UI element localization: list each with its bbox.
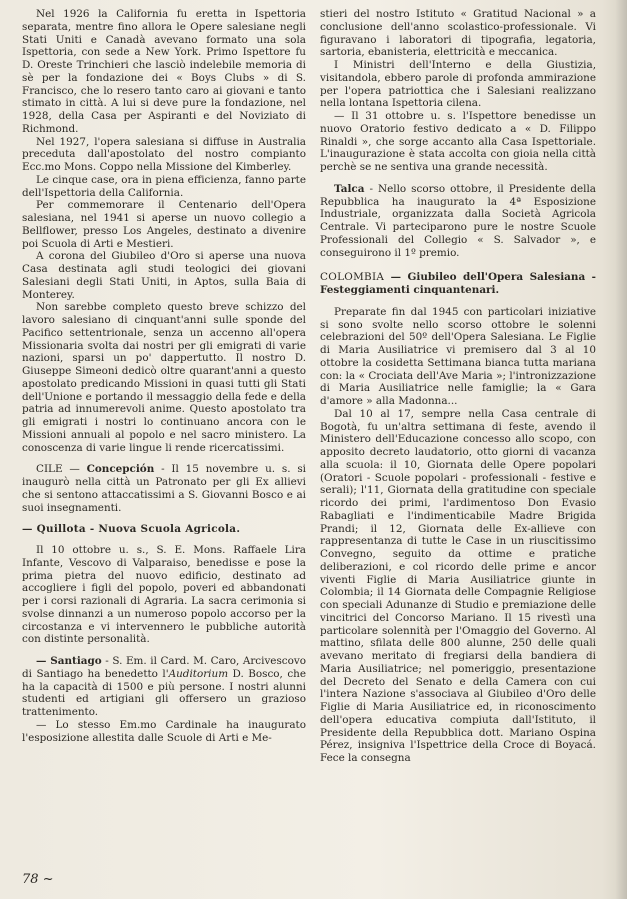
place-heading-concepcion: Concepción bbox=[86, 463, 155, 476]
country-heading-cile: CILE bbox=[36, 463, 63, 476]
paragraph-preparate: Preparate fin dal 1945 con particolari iniziative si sono svolte nello scorso ottobre le solenni celebrazioni del 50º dell'Opera Salesiana. Le Figlie di Maria Ausiliatrice vi premisero dal 3 al 10 ottobre la cosidetta Settimana bianca tutta mariana con: la « Crociata dell'Ave Maria »; l'intronizzazione di Maria Ausiliatrice nelle famiglie; la « Gara d'amore » alla Madonna... bbox=[320, 305, 596, 407]
right-column bbox=[320, 8, 596, 765]
paragraph-santiago: — Santiago - S. Em. il Card. M. Caro, Arcivescovo di Santiago ha benedetto l'Auditorium D. Bosco, che ha la capacità di 1500 e più persone. I nostri alunni studenti ed artigiani gli offersero un grazioso trattenimento. bbox=[22, 655, 306, 718]
paragraph-gratitud-nacional: stieri del nostro Istituto « Gratitud Nacional » a conclusione dell'anno scolastico-professionale. Vi figuravano i laboratori di tipografia, legatoria, sartoria, ebanisteria, elettricità e meccanica. bbox=[320, 8, 596, 59]
place-heading-talca: Talca bbox=[334, 182, 365, 195]
paragraph-bellflower: Per commemorare il Centenario dell'Opera salesiana, nel 1941 si aperse un nuovo collegio a Bellflower, presso Los Angeles, destinato a divenire poi Scuola di Arti e Mestieri. bbox=[22, 199, 306, 250]
page-number: 78 ~ bbox=[22, 872, 54, 887]
paragraph-cinque-case: Le cinque case, ora in piena efficienza, fanno parte dell'Ispettoria della California. bbox=[22, 173, 306, 199]
paragraph-australia: Nel 1927, l'opera salesiana si diffuse in Australia preceduta dall'apostolato del nostro compianto Ecc.mo Mons. Coppo nella Missione del Kimberley. bbox=[22, 135, 306, 173]
paragraph-bogota: Dal 10 al 17, sempre nella Casa centrale di Bogotà, fu un'altra settimana di feste, avendo il Ministero dell'Educazione concesso allo scopo, con apposito decreto laudatorio, otto giorni di vacanza alla scuola: il 10, Giornata delle Opere popolari (Oratori - Scuole popolari - professionali - festive e serali); l'11, Giornata della gratitudine con speciale ricordo dei primi, l'ardimentoso Don Evasio Rabagliati e l'indimenticabile Madre Brigida Prandi; il 12, Giornata delle Ex-allieve con rappresentanza di tutte le Case in un riuscitissimo Convegno, seguito da ottime e pratiche deliberazioni, e col ricordo delle prime e ancor viventi Figlie di Maria Ausiliatrice giunte in Colombia; il 14 Giornata delle Compagnie Religiose con speciali Adunanze di Studio e premiazione delle vincitrici del Concorso Mariano. Il 15 rivestì una particolare solennità per l'Omaggio del Governo. Al mattino, sfilata delle 800 alunne, 250 delle quali avevano meritato di fregiarsi della bandiera di Maria Ausiliatrice; nel pomeriggio, presentazione del Decreto del Senato e della Camera con cui l'intera Nazione s'associava al Giubileo d'Oro delle Figlie di Maria Ausiliatrice ed, in riconoscimento dell'opera educativa compiuta dall'Istituto, il Presidente della Repubblica dott. Mariano Ospina Pérez, insigniva l'Ispettrice della Croce di Boyacá. Fece la consegna bbox=[320, 407, 596, 764]
section-heading-quillota: — Quillota - Nuova Scuola Agricola. bbox=[22, 523, 241, 536]
paragraph-aptos: A corona del Giubileo d'Oro si aperse una nuova Casa destinata agli studi teologici dei giovani Salesiani degli Stati Uniti, in Aptos, sulla Baia di Monterey. bbox=[22, 250, 306, 301]
paragraph-california: Nel 1926 la California fu eretta in Ispettoria separata, mentre fino allora le Opere salesiane negli Stati Uniti e Canadà avevano formato una sola Ispettoria, con sede a New York. Primo Ispettore fu D. Oreste Trinchieri che lasciò indelebile memoria di sè per la fondazione dei « Boys Clubs » di S. Francisco, che lo resero tanto caro ai giovani e tanto stimato in città. A lui si deve pure la fondazione, nel 1928, della Casa per Aspiranti e del Noviziato di Richmond. bbox=[22, 8, 306, 135]
paragraph-oratorio: — Il 31 ottobre u. s. l'Ispettore benedisse un nuovo Oratorio festivo dedicato a « D. Filippo Rinaldi », che sorge accanto alla Casa Ispettoriale. L'inaugurazione è stata accolta con gioia nella città perchè se ne sentiva una grande necessità. bbox=[320, 110, 596, 173]
place-heading-santiago: — Santiago bbox=[36, 655, 102, 667]
paragraph-concepcion: CILE — Concepción - Il 15 novembre u. s. si inaugurò nella città un Patronato per gli Ex allievi che si sentono attaccatissimi a S. Giovanni Bosco e ai suoi insegnamenti. bbox=[22, 463, 306, 514]
paragraph-talca: Talca - Nello scorso ottobre, il Presidente della Repubblica ha inaugurato la 4ª Esposizione Industriale, organizzata dalla Società Agricola Centrale. Vi parteciparono pure le nostre Scuole Professionali del Collegio « S. Salvador », e conseguirono il 1º premio. bbox=[320, 182, 596, 259]
left-column bbox=[22, 8, 306, 744]
paragraph-esposizione: — Lo stesso Em.mo Cardinale ha inaugurato l'esposizione allestita dalle Scuole di Arti e Me- bbox=[22, 718, 306, 744]
country-heading-colombia: COLOMBIA bbox=[320, 271, 385, 284]
paragraph-ministri: I Ministri dell'Interno e della Giustizia, visitandola, ebbero parole di profonda ammirazione per l'opera patriottica che i Salesiani realizzano nella lontana Ispettoria cilena. bbox=[320, 59, 596, 110]
page-edge-shadow bbox=[615, 0, 627, 899]
paragraph-quillota: Il 10 ottobre u. s., S. E. Mons. Raffaele Lira Infante, Vescovo di Valparaiso, benedisse e pose la prima pietra del nuovo edificio, destinato ad accogliere i figli del popolo, poveri ed abbandonati per i corsi razionali di Agraria. La sacra cerimonia si svolse dinnanzi a un numeroso popolo accorso per la circostanza e vi intervennero le pubbliche autorità con distinte personalità. bbox=[22, 544, 306, 646]
paragraph-emigrati: Non sarebbe completo questo breve schizzo del lavoro salesiano di cinquant'anni sulle sponde del Pacifico settentrionale, senza un accenno all'opera Missionaria svolta dai nostri per gli emigrati di varie nazioni, sparsi un po' dappertutto. Il nostro D. Giuseppe Simeoni dedicò oltre quarant'anni a questo apostolato predicando Missioni in quasi tutti gli Stati dell'Unione e portando il messaggio della fede e della patria ad innumerevoli anime. Questo apostolato tra gli emigrati i nostri lo continuano ancora con le Missioni annuali al popolo e nel sacro ministero. La conoscenza di varie lingue li rende ricercatissimi. bbox=[22, 301, 306, 454]
section-heading-colombia: COLOMBIA — Giubileo dell'Opera Salesiana - Festeggiamenti cinquantenari. bbox=[320, 271, 596, 296]
